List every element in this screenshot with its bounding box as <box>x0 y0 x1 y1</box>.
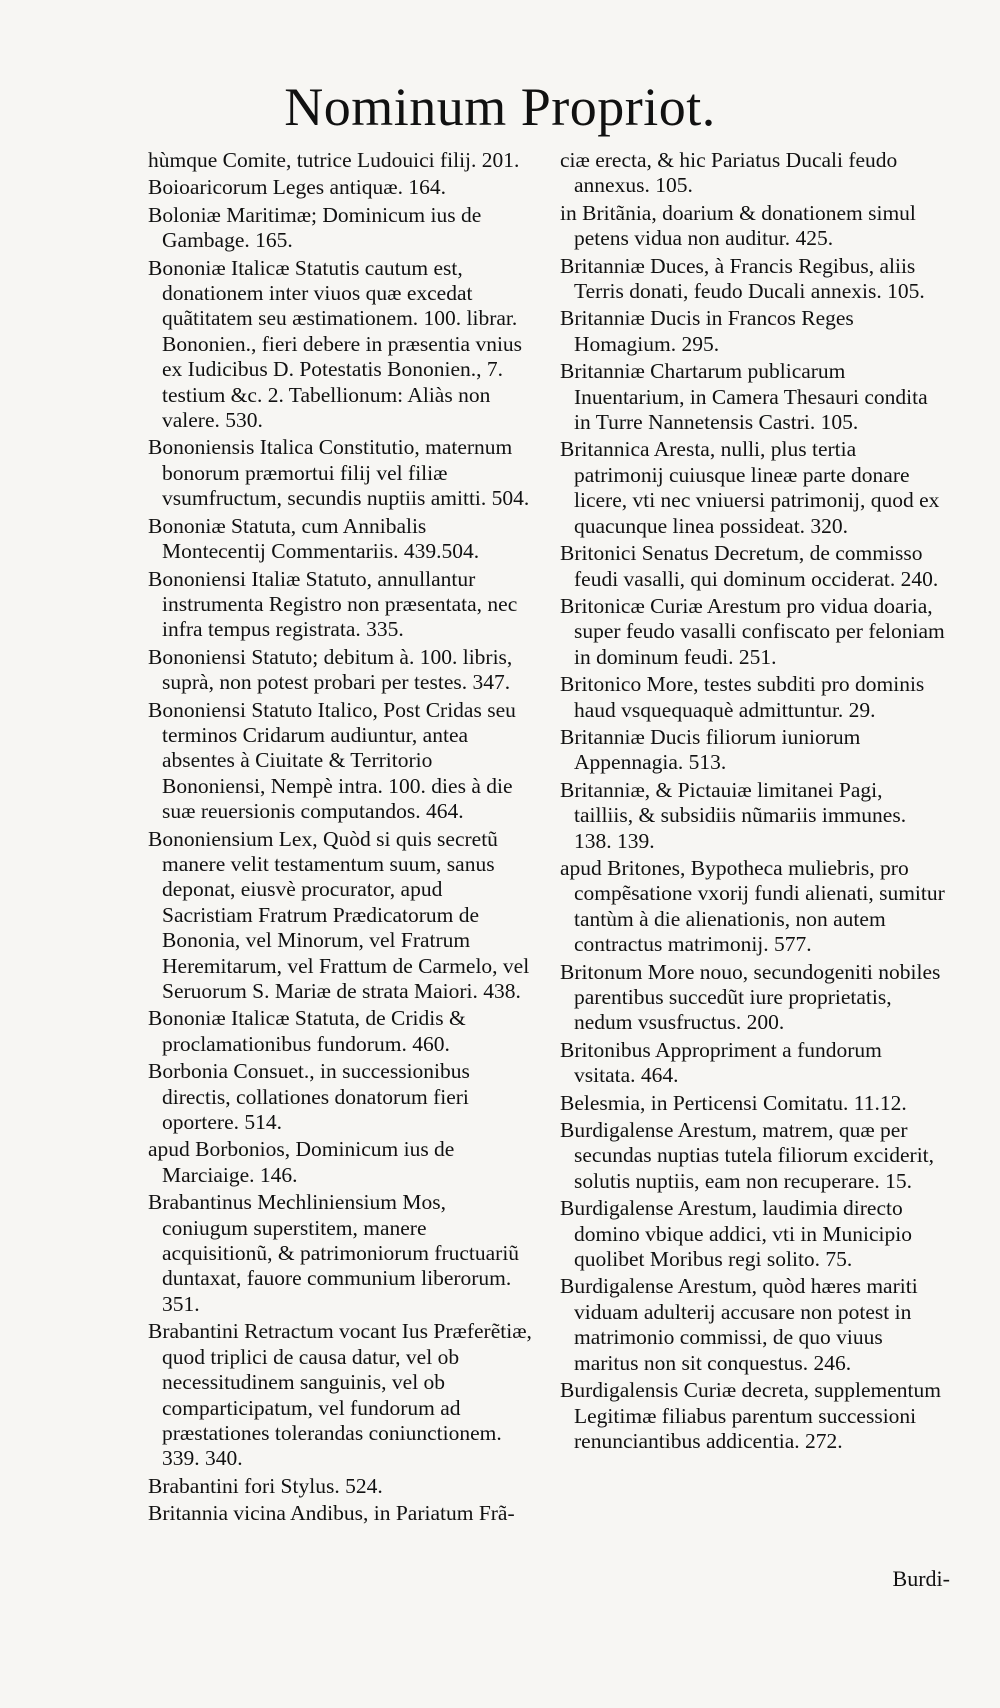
index-entry: Bononiæ Statuta, cum Annibalis Montecentij Commentariis. 439.504. <box>148 513 480 564</box>
index-entry: Belesmia, in Perticensi Comitatu. 11.12. <box>560 1090 907 1115</box>
index-entry: Britonici Senatus Decretum, de commisso feudi vasalli, qui dominum occiderat. 240. <box>560 541 939 591</box>
index-entry: Bononiensis Italica Constitutio, maternum bonorum præmortui filij vel filiæ vsumfructum, secundis nuptiis amitti. 504. <box>148 435 530 511</box>
index-entry: Boloniæ Maritimæ; Dominicum ius de Gambage. 165. <box>148 202 482 253</box>
index-entry: Britanniæ, & Pictauiæ limitanei Pagi, tailliis, & subsidiis nũmariis immunes. 138. 139. <box>560 777 907 853</box>
index-entry: Bononiensi Statuto; debitum à. 100. libris, suprà, non potest probari per testes. 347. <box>148 644 513 695</box>
index-entry: Burdigalense Arestum, laudimia directo domino vbique addici, vti in Municipio quolibet Moribus regi solito. 75. <box>560 1196 912 1272</box>
index-entry: Britannia vicina Andibus, in Pariatum Frã- <box>148 1501 515 1526</box>
index-entry: Britanniæ Chartarum publicarum Inuentarium, in Camera Thesauri condita in Turre Nannetensis Castri. 105. <box>560 359 928 435</box>
index-entry: Bononiensium Lex, Quòd si quis secretũ manere velit testamentum suum, sanus deponat, eiusvè procurator, apud Sacristiam Fratrum Prædicatorum de Bononia, vel Minorum, vel Fratrum Heremitarum, vel Frattum de Carmelo, vel Seruorum S. Mariæ de strata Maiori. 438. <box>148 826 530 1003</box>
index-entry: Bononiensi Statuto Italico, Post Cridas seu terminos Cridarum audiuntur, antea absentes à Ciuitate & Territorio Bononiensi, Nempè intra. 100. dies à die suæ reuersionis computandos. 464. <box>148 697 516 824</box>
index-entry: Britanniæ Duces, à Francis Regibus, aliis Terris donati, feudo Ducali annexis. 105. <box>560 253 925 304</box>
index-entry: Britannica Aresta, nulli, plus tertia patrimonij cuiusque lineæ parte donare licere, vti nec vniuersi patrimonij, quod ex quacunque linea possideat. 320. <box>560 437 940 538</box>
index-entry: Bononiæ Italicæ Statuta, de Cridis & proclamationibus fundorum. 460. <box>148 1006 466 1056</box>
index-entry: Brabantini Retractum vocant Ius Præferẽtiæ, quod triplici de causa datur, vel ob necessitudinem sanguinis, vel ob comparticipatum, vel fundorum ad præstationes tolerandas coniunctionem. 339. 340. <box>148 1319 532 1471</box>
right-column <box>560 148 945 1456</box>
left-column <box>148 148 533 1529</box>
index-entry: Brabantini fori Stylus. 524. <box>148 1473 383 1498</box>
index-entry: Brabantinus Mechliniensium Mos, coniugum superstitem, manere acquisitionũ, & patrimoniorum fructuariũ duntaxat, fauore communium liberorum. 351. <box>148 1190 520 1316</box>
index-entry: Britanniæ Ducis filiorum iuniorum Appennagia. 513. <box>560 724 861 775</box>
index-entry: apud Britones, Bypotheca muliebris, pro compẽsatione vxorij fundi alienati, sumitur tantùm à die alienationis, non autem contractus matrimonij. 577. <box>560 855 945 957</box>
index-entry: Britonum More nouo, secundogeniti nobiles parentibus succedũt iure proprietatis, nedum vsusfructus. 200. <box>560 959 941 1035</box>
index-entry: ciæ erecta, & hic Pariatus Ducali feudo annexus. 105. <box>560 148 898 198</box>
index-entry: Boioaricorum Leges antiquæ. 164. <box>148 175 446 200</box>
index-entry: Burdigalense Arestum, quòd hæres mariti viduam adulterij accusare non potest in matrimonio commissi, de quo viuus maritus non sit conquestus. 246. <box>560 1274 918 1375</box>
page-title: Nominum Propriot. <box>284 77 716 137</box>
index-entry: Borbonia Consuet., in successionibus directis, collationes donatorum fieri oportere. 514. <box>148 1059 470 1135</box>
index-entry: Britonibus Appropriment a fundorum vsitata. 464. <box>560 1037 882 1088</box>
index-entry: Britanniæ Ducis in Francos Reges Homagium. 295. <box>560 306 854 356</box>
index-entry: Britonico More, testes subditi pro dominis haud vsquequaquè admittuntur. 29. <box>560 672 925 722</box>
index-entry: in Britãnia, doarium & donationem simul petens vidua non auditur. 425. <box>560 200 916 251</box>
index-entry: Burdigalense Arestum, matrem, quæ per secundas nuptias tutela filiorum exciderit, solutis nuptiis, eam non recuperare. 15. <box>560 1118 935 1193</box>
index-entry: Bononiæ Italicæ Statutis cautum est, donationem inter viuos quæ excedat quãtitatem seu æstimationem. 100. librar. Bononien., fieri debere in præsentia vnius ex Iudicibus D. Potestatis Bononien., 7. testium &c. 2. Tabellionum: Aliàs non valere. 530. <box>148 255 523 433</box>
index-entry: hùmque Comite, tutrice Ludouici filij. 201. <box>148 148 520 172</box>
index-entry: apud Borbonios, Dominicum ius de Marciaige. 146. <box>148 1137 455 1187</box>
index-entry: Britonicæ Curiæ Arestum pro vidua doaria, super feudo vasalli confiscato per feloniam in dominum feudi. 251. <box>560 593 945 669</box>
catchword: Burdi- <box>892 1566 950 1591</box>
index-entry: Burdigalensis Curiæ decreta, supplementum Legitimæ filiabus parentum successioni renunciantibus addicentia. 272. <box>560 1378 941 1453</box>
index-entry: Bononiensi Italiæ Statuto, annullantur instrumenta Registro non præsentata, nec infra tempus registrata. 335. <box>148 566 518 642</box>
